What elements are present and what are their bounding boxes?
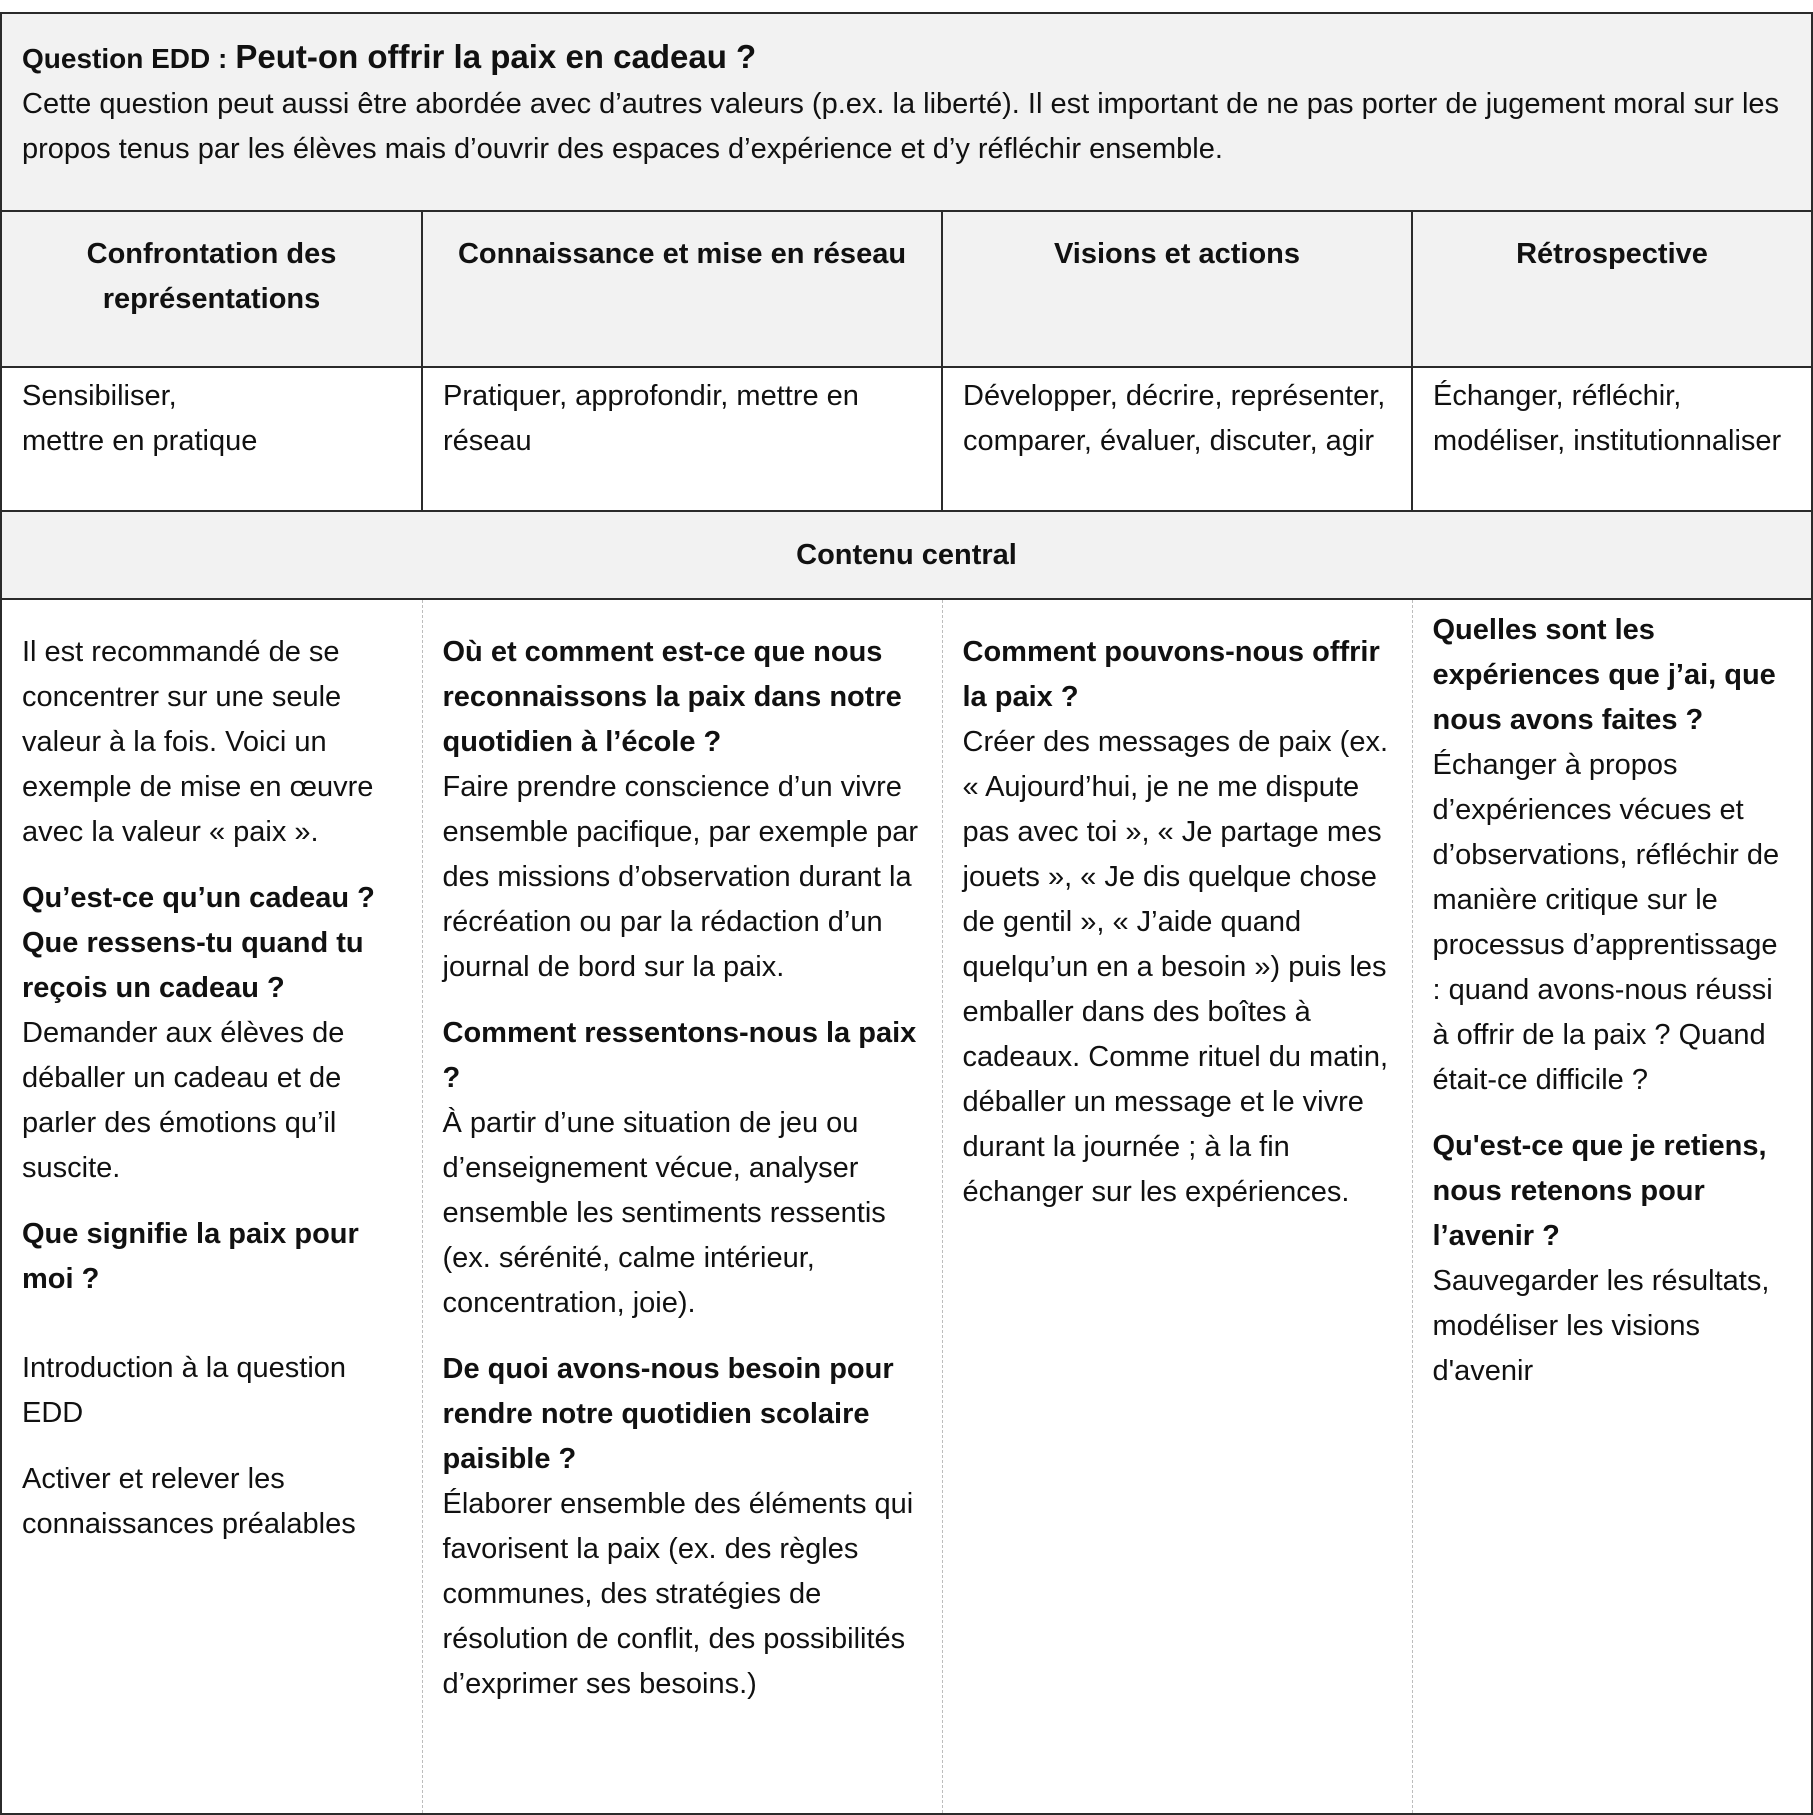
phase-title-4: Rétrospective — [1412, 211, 1812, 367]
col3-text-1: Créer des messages de paix (ex. « Aujourd’hui, je ne me dispute pas avec toi », « Je partage mes jouets », « Je dis quelque chose de gentil », « J’aide quand quelqu’un en a besoin ») puis les emballer dans des boîtes à cadeaux. Comme rituel du matin, déballer un message et le vivre durant la journée ; à la fin échanger sur les expériences. — [962, 726, 1389, 1208]
question-note: Cette question peut aussi être abordée avec d’autres valeurs (p.ex. la liberté). Il est important de ne pas porter de jugement moral sur les propos tenus par les élèves mais d’ouvrir des espaces d’expérience et d’y réfléchir ensemble. — [22, 88, 1780, 165]
col2-question-2: Comment ressentons-nous la paix ? — [442, 1017, 917, 1094]
content-row — [1, 599, 1812, 1814]
question-line — [22, 34, 1791, 82]
content-col-1 — [1, 599, 422, 1814]
col2-text-3: Élaborer ensemble des éléments qui favorisent la paix (ex. des règles communes, des stratégies de résolution de conflit, des possibilités d’exprimer ses besoins.) — [442, 1488, 914, 1700]
phase-verbs-4 — [1412, 367, 1812, 511]
col2-text-2: À partir d’une situation de jeu ou d’enseignement vécue, analyser ensemble les sentiments ressentis (ex. sérénité, calme intérieur, concentration, joie). — [442, 1107, 886, 1319]
content-col-2 — [422, 599, 942, 1814]
phase-verbs-1-line-1: Sensibiliser, — [22, 380, 177, 412]
col1-text-3: Activer et relever les connaissances préalables — [22, 1463, 356, 1540]
question-title: Peut-on offrir la paix en cadeau ? — [235, 38, 757, 75]
phase-verbs-2 — [422, 367, 942, 511]
col1-text-2: Introduction à la question EDD — [22, 1352, 347, 1429]
header-row — [1, 13, 1812, 211]
phase-title-2: Connaissance et mise en réseau — [422, 211, 942, 367]
phase-title-row — [1, 211, 1812, 367]
phase-verbs-1 — [1, 367, 422, 511]
edd-planning-table — [0, 12, 1813, 1815]
col4-question-2: Qu'est-ce que je retiens, nous retenons pour l’avenir ? — [1432, 1130, 1767, 1252]
phase-verbs-1-line-2: mettre en pratique — [22, 425, 258, 457]
central-content-heading: Contenu central — [1, 511, 1812, 599]
central-row — [1, 511, 1812, 599]
col2-text-1: Faire prendre conscience d’un vivre ensemble pacifique, par exemple par des missions d’observation durant la récréation ou par la rédaction d’un journal de bord sur la paix. — [442, 771, 919, 983]
question-header — [1, 13, 1812, 211]
phase-title-3: Visions et actions — [942, 211, 1412, 367]
phase-verbs-2-text: Pratiquer, approfondir, mettre en réseau — [443, 380, 859, 457]
col1-question-2: Que signifie la paix pour moi ? — [22, 1218, 359, 1295]
col1-intro: Il est recommandé de se concentrer sur une seule valeur à la fois. Voici un exemple de mise en œuvre avec la valeur « paix ». — [22, 636, 374, 848]
col3-question-1: Comment pouvons-nous offrir la paix ? — [962, 636, 1380, 713]
phase-verbs-row — [1, 367, 1812, 511]
question-label: Question EDD : — [22, 43, 228, 74]
phase-title-1: Confrontation des représentations — [1, 211, 422, 367]
phase-verbs-4-text: Échanger, réfléchir, modéliser, institutionnaliser — [1433, 380, 1782, 457]
col1-question-1: Qu’est-ce qu’un cadeau ? Que ressens-tu quand tu reçois un cadeau ? — [22, 882, 375, 1004]
content-col-4 — [1412, 599, 1812, 1814]
col1-text-1: Demander aux élèves de déballer un cadeau et de parler des émotions qu’il suscite. — [22, 1017, 345, 1184]
col2-question-1: Où et comment est-ce que nous reconnaissons la paix dans notre quotidien à l’école ? — [442, 636, 902, 758]
col4-text-2: Sauvegarder les résultats, modéliser les visions d'avenir — [1432, 1265, 1770, 1387]
col2-question-3: De quoi avons-nous besoin pour rendre notre quotidien scolaire paisible ? — [442, 1353, 894, 1475]
phase-verbs-3-text: Développer, décrire, représenter, comparer, évaluer, discuter, agir — [963, 380, 1386, 457]
col4-text-1: Échanger à propos d’expériences vécues et d’observations, réfléchir de manière critique sur le processus d’apprentissage : quand avons-nous réussi à offrir de la paix ? Quand était-ce difficile ? — [1432, 749, 1780, 1096]
col4-question-1: Quelles sont les expériences que j’ai, que nous avons faites ? — [1432, 614, 1776, 736]
phase-verbs-3 — [942, 367, 1412, 511]
content-col-3 — [942, 599, 1412, 1814]
